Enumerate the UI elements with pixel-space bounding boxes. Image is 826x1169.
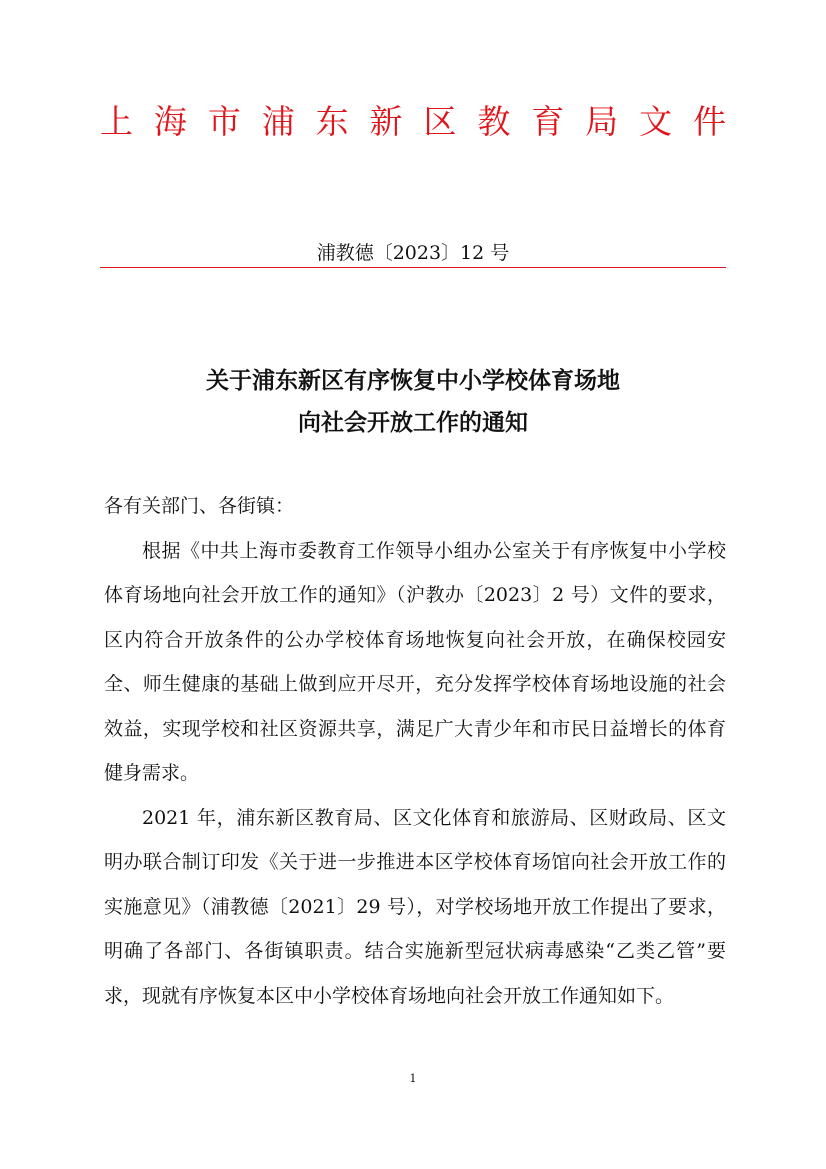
document-title-line-2: 向社会开放工作的通知 [298,410,528,436]
body-paragraph-1: 根据《中共上海市委教育工作领导小组办公室关于有序恢复中小学校体育场地向社会开放工作的通知》（沪教办〔2023〕2 号）文件的要求，区内符合开放条件的公办学校体育场地恢复向社会开放，在确保校园安全、师生健康的基础上做到应开尽开，充分发挥学校体育场地设施的社会效益，实现学校和社区资源共享，满足广大青少年和市民日益增长的体育健身需求。 [104,539,726,784]
body-paragraph-2: 2021 年，浦东新区教育局、区文化体育和旅游局、区财政局、区文明办联合制订印发《关于进一步推进本区学校体育场馆向社会开放工作的实施意见》（浦教德〔2021〕29 号），对学校场地开放工作提出了要求，明确了各部门、各街镇职责。结合实施新型冠状病毒感染“乙类乙管”要求，现就有序恢复本区中小学校体育场地向社会开放工作通知如下。 [104,806,726,1007]
document-title-line-1: 关于浦东新区有序恢复中小学校体育场地 [206,368,620,394]
issuer-header: 上 海 市 浦 东 新 区 教 育 局 文 件 [100,102,726,141]
document-number: 浦教德〔2023〕12 号 [316,242,510,264]
salutation: 各有关部门、各街镇： [104,495,295,517]
page-number: 1 [409,1072,417,1085]
document-title [100,360,726,444]
document-body [104,484,726,1018]
red-divider-line [100,267,726,268]
